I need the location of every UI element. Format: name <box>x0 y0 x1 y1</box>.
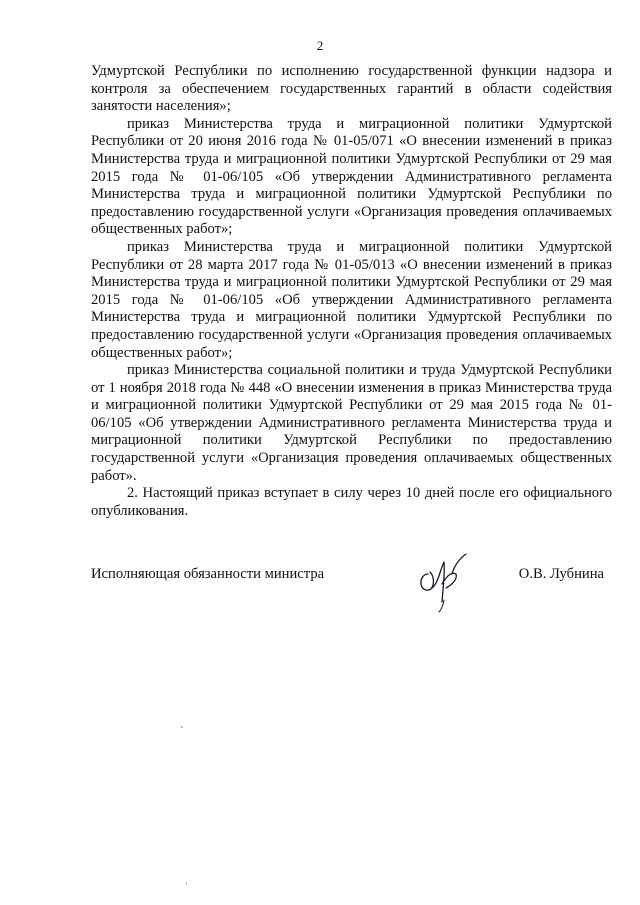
paragraph-1: Удмуртской Республики по исполнению государственной функции надзора и контроля за обеспечением государственных гарантий в области содействия занятости населения»; <box>91 63 612 115</box>
signature-block <box>91 558 612 628</box>
paragraph-2: приказ Министерства труда и миграционной политики Удмуртской Республики от 20 июня 2016 года № 01-05/071 «О внесении изменений в приказ Министерства труда и миграционной политики Удмуртской Республики от 29 мая 2015 года № 01-06/105 «Об утверждении Административного регламента Министерства труда и миграционной политики Удмуртской Республики по предоставлению государственной услуги «Организация проведения оплачиваемых общественных работ»; <box>91 115 612 238</box>
paragraph-3: приказ Министерства труда и миграционной политики Удмуртской Республики от 28 марта 2017 года № 01-05/013 «О внесении изменений в приказ Министерства труда и миграционной политики Удмуртской Республики от 29 мая 2015 года № 01-06/105 «Об утверждении Административного регламента Министерства труда и миграционной политики Удмуртской Республики по предоставлению государственной услуги «Организация проведения оплачиваемых общественных работ»; <box>91 238 612 361</box>
paragraph-5: 2. Настоящий приказ вступает в силу через 10 дней после его официального опубликования. <box>91 485 612 519</box>
scan-speck <box>181 726 183 728</box>
handwritten-signature <box>414 544 474 614</box>
paragraph-4: приказ Министерства социальной политики и труда Удмуртской Республики от 1 ноября 2018 года № 448 «О внесении изменения в приказ Министерства труда и миграционной политики Удмуртской Республики от 29 мая 2015 года № 01-06/105 «Об утверждении Административного регламента Министерства труда и миграционной политики Удмуртской Республики по предоставлению государственной услуги «Организация проведения оплачиваемых общественных работ». <box>91 362 612 484</box>
document-body <box>91 63 612 520</box>
signatory-title: Исполняющая обязанности министра <box>91 566 325 582</box>
page-number: 2 <box>316 38 324 53</box>
signatory-name: О.В. Лубнина <box>518 566 604 582</box>
scan-speck <box>186 882 187 885</box>
